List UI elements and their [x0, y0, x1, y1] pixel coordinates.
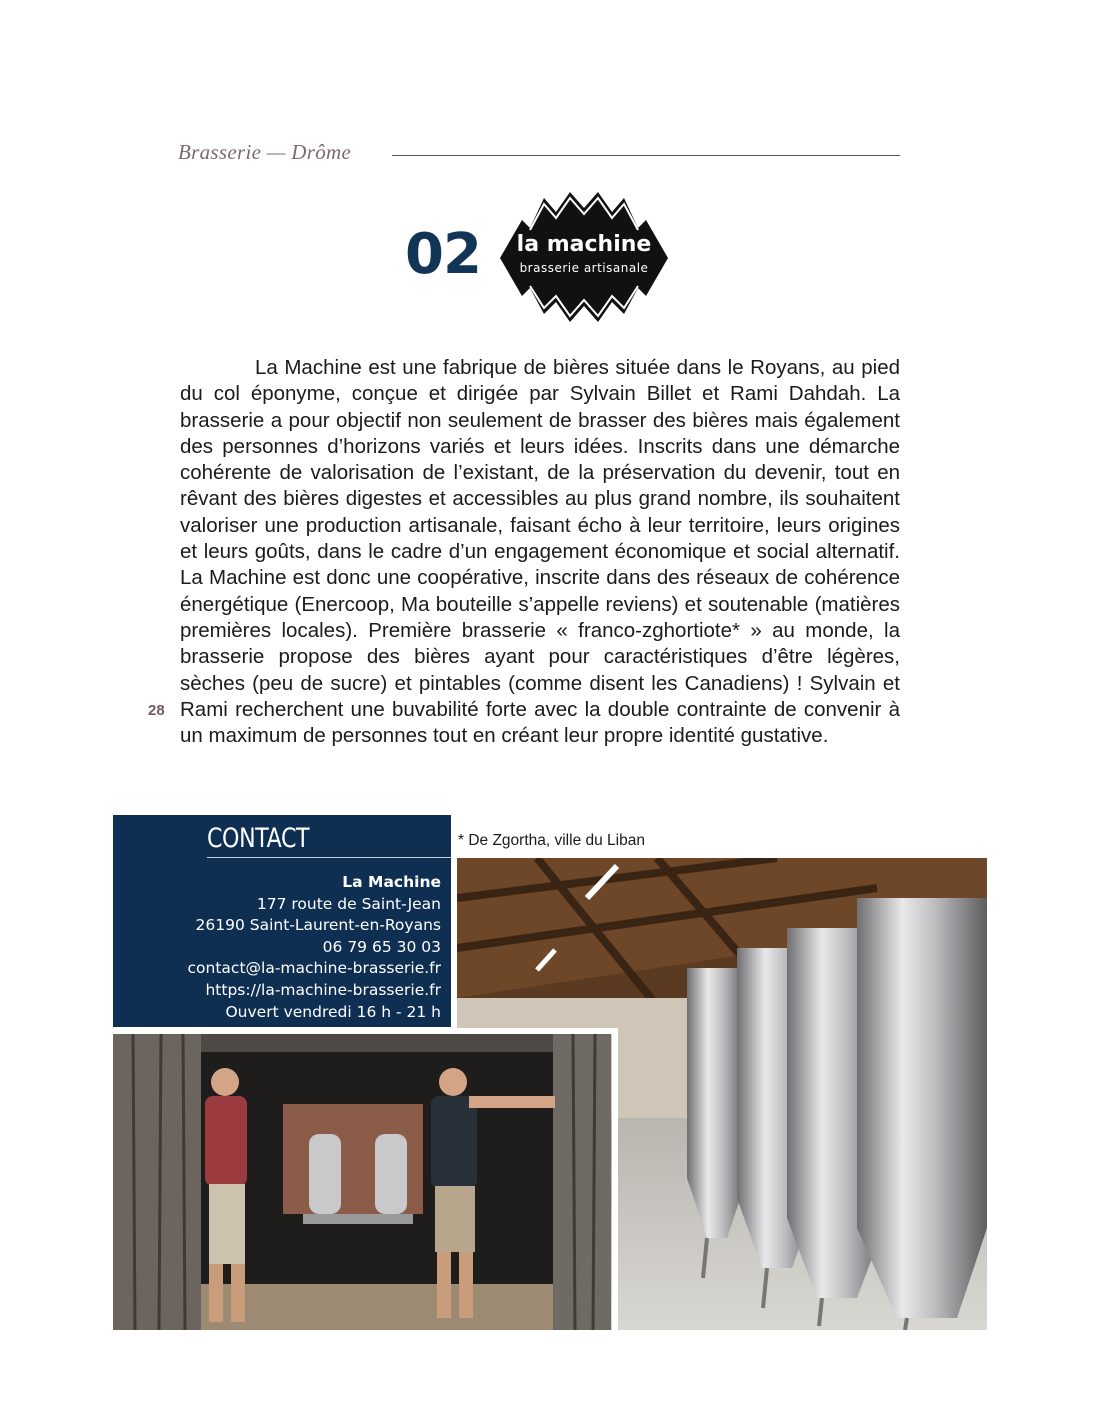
brewery-logo	[500, 190, 668, 324]
contact-hours: Ouvert vendredi 16 h - 21 h	[225, 1002, 441, 1021]
contact-box	[113, 815, 451, 1027]
logo-subtitle: brasserie artisanale	[519, 261, 649, 275]
contact-divider	[207, 857, 451, 858]
footnote: * De Zgortha, ville du Liban	[458, 832, 645, 849]
contact-phone: 06 79 65 30 03	[322, 937, 441, 956]
contact-heading: CONTACT	[207, 823, 310, 854]
header-divider	[392, 155, 900, 156]
page-folio: 28	[148, 702, 165, 719]
photo-gutter-vertical	[612, 1030, 618, 1330]
contact-address-line2: 26190 Saint-Laurent-en-Royans	[195, 916, 441, 935]
contact-email: contact@la-machine-brasserie.fr	[187, 959, 441, 978]
contact-website: https://la-machine-brasserie.fr	[205, 980, 441, 999]
contact-address-line1: 177 route de Saint-Jean	[256, 894, 441, 913]
contact-name: La Machine	[342, 873, 441, 891]
section-title: Brasserie — Drôme	[178, 140, 352, 164]
contact-details	[188, 872, 441, 1023]
logo-title: la machine	[516, 232, 652, 257]
mountain-logo-icon	[500, 190, 668, 324]
brewers-photo	[113, 1034, 611, 1330]
article-body: La Machine est une fabrique de bières située dans le Royans, au pied du col éponyme, conçue et dirigée par Sylvain Billet et Rami Dahdah. La brasserie a pour objectif non seulement de brasser des bières mais également des personnes d’horizons variés et leurs idées. Inscrits dans une démarche cohérente de valorisation de l’existant, de la préservation du devenir, tout en rêvant des bières digestes et accessibles au plus grand nombre, ils souhaitent valoriser une production artisanale, faisant écho à leur territoire, leurs origines et leurs goûts, dans le cadre d’un engagement économique et social alternatif. La Machine est donc une coopérative, inscrite dans des réseaux de cohérence énergétique (Enercoop, Ma bouteille s’appelle reviens) et soutenable (matières premières locales). Première brasserie « franco-zghortiote* » au monde, la brasserie propose des bières ayant pour caractéristiques d’être légères, sèches (peu de sucre) et pintables (comme disent les Canadiens) ! Sylvain et Rami recherchent une buvabilité forte avec la double contrainte de convenir à un maximum de personnes tout en créant leur propre identité gustative.	[180, 356, 900, 748]
entry-number: 02	[405, 222, 481, 287]
